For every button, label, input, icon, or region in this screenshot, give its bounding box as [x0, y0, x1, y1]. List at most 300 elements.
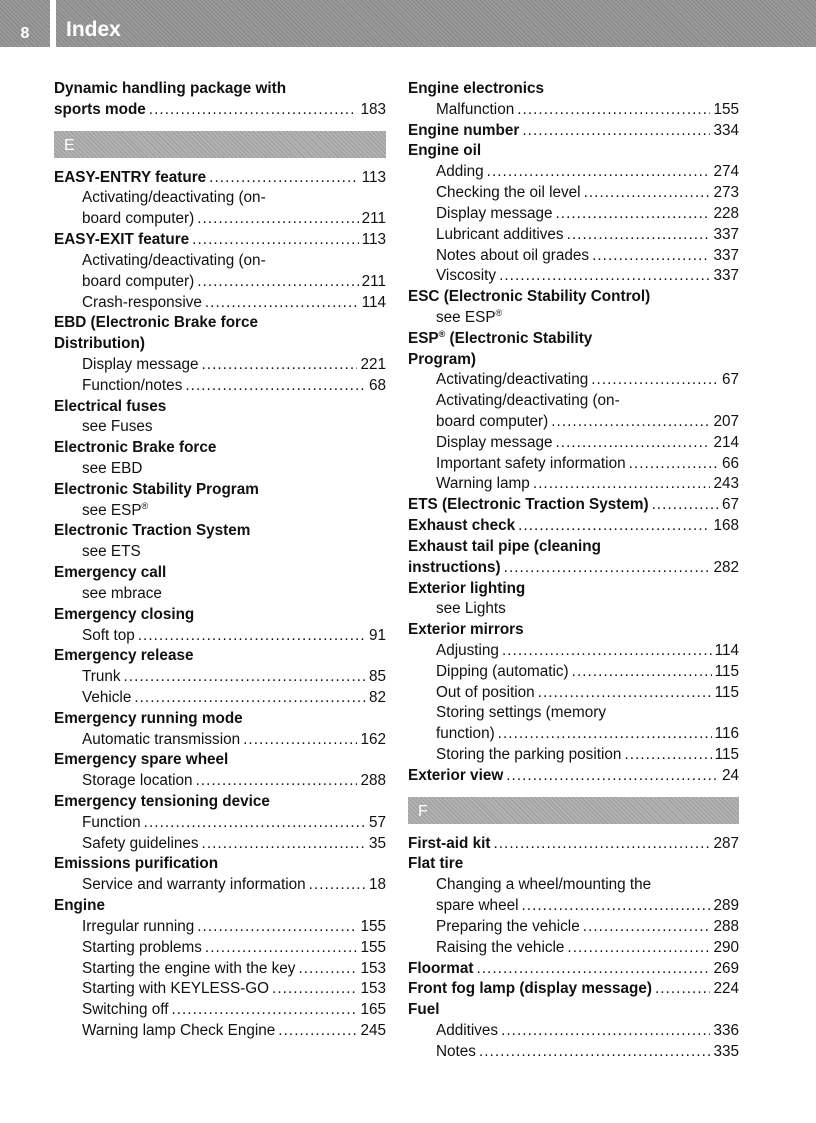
page-reference: 228 — [713, 204, 739, 222]
entry-text — [82, 293, 202, 314]
entry-text — [82, 376, 182, 397]
entry-text — [82, 252, 266, 269]
entry-label: see ETS — [82, 543, 141, 561]
index-subentry — [408, 1042, 739, 1063]
index-subentry — [408, 1021, 739, 1042]
page-reference: 214 — [713, 433, 739, 451]
leader-dots — [501, 1021, 710, 1042]
entry-text — [436, 246, 589, 267]
index-subentry — [54, 979, 386, 1000]
page-reference: 85 — [368, 668, 386, 686]
entry-text — [54, 439, 216, 456]
entry-label-continued: (Electronic Stability — [445, 329, 593, 347]
index-entry — [54, 79, 386, 100]
index-subentry — [54, 834, 386, 855]
entry-text — [436, 162, 484, 183]
page-title: Index — [66, 18, 121, 41]
entry-label: Preparing the vehicle — [436, 917, 580, 935]
page-reference: 282 — [713, 558, 739, 576]
index-subentry — [408, 454, 739, 475]
index-entry — [54, 397, 386, 418]
entry-text — [408, 538, 601, 555]
entry-text — [408, 288, 650, 305]
leader-dots — [202, 834, 366, 855]
entry-text — [436, 938, 564, 959]
entry-text — [436, 183, 581, 204]
entry-label: see Lights — [436, 600, 506, 618]
entry-label: Safety guidelines — [82, 834, 199, 852]
leader-dots — [624, 745, 711, 766]
page-reference: 82 — [368, 688, 386, 706]
entry-label: Storing the parking position — [436, 746, 622, 763]
index-entry — [408, 579, 739, 600]
page-reference: 68 — [368, 376, 386, 394]
index-subentry — [408, 204, 739, 225]
index-subentry — [408, 938, 739, 959]
index-subentry — [54, 730, 386, 751]
index-entry — [408, 537, 739, 558]
index-subentry — [408, 917, 739, 938]
index-subentry — [54, 459, 386, 480]
leader-dots — [278, 1021, 357, 1042]
page-header — [0, 0, 816, 47]
index-entry — [54, 563, 386, 584]
entry-text — [82, 460, 142, 477]
entry-label: see EBD — [82, 460, 143, 477]
index-subentry — [54, 917, 386, 938]
entry-label: Storing settings (memory — [436, 704, 607, 722]
entry-label: see ESP — [82, 501, 142, 519]
entry-text — [408, 766, 503, 787]
entry-text — [54, 481, 259, 498]
entry-label: Function — [82, 813, 141, 831]
index-subentry — [54, 1000, 386, 1021]
index-entry — [54, 896, 386, 917]
index-entry — [408, 959, 739, 980]
page-reference: 67 — [721, 371, 739, 389]
leader-dots — [555, 433, 710, 454]
entry-label: First-aid kit — [408, 834, 491, 852]
entry-text — [436, 724, 495, 745]
page-reference: 269 — [713, 959, 739, 977]
entry-text — [436, 600, 506, 617]
entry-label: Electronic Stability Program — [54, 480, 259, 498]
entry-text — [436, 683, 535, 704]
entry-text — [82, 938, 202, 959]
page-reference: 334 — [713, 121, 739, 139]
index-subentry — [408, 246, 739, 267]
index-subentry — [54, 542, 386, 563]
page-reference: 337 — [713, 225, 739, 243]
leader-dots — [504, 558, 711, 579]
leader-dots — [499, 266, 710, 287]
index-subentry — [54, 251, 386, 272]
entry-label: Dipping (automatic) — [436, 662, 569, 680]
index-subentry — [54, 667, 386, 688]
leader-dots — [309, 875, 366, 896]
leader-dots — [479, 1042, 711, 1063]
entry-text — [82, 418, 153, 435]
page-reference: 115 — [714, 746, 739, 763]
page-reference: 336 — [713, 1021, 739, 1039]
index-entry — [408, 516, 739, 537]
index-entry — [54, 480, 386, 501]
page-reference: 162 — [360, 730, 386, 748]
entry-label: Additives — [436, 1021, 499, 1039]
entry-text — [54, 314, 258, 331]
index-subentry — [408, 412, 739, 433]
entry-text — [54, 793, 270, 810]
entry-text — [54, 710, 243, 727]
entry-text — [408, 979, 652, 1000]
entry-label: Exterior mirrors — [408, 621, 524, 639]
leader-dots — [567, 938, 710, 959]
index-subentry — [54, 417, 386, 438]
page-reference: 224 — [713, 980, 739, 998]
index-entry — [408, 121, 739, 142]
page-reference: 91 — [368, 626, 386, 644]
leader-dots — [583, 917, 711, 938]
entry-text — [436, 309, 502, 326]
entry-label: see mbrace — [82, 584, 162, 602]
leader-dots — [209, 168, 358, 189]
entry-text — [54, 647, 193, 664]
entry-text — [54, 80, 286, 97]
index-entry — [408, 329, 739, 350]
entry-text — [54, 522, 250, 539]
index-subentry — [408, 745, 739, 766]
entry-text — [82, 917, 194, 938]
entry-text — [54, 897, 105, 914]
leader-dots — [192, 230, 358, 251]
entry-text — [82, 875, 306, 896]
page-reference: 168 — [713, 517, 739, 535]
page-reference: 114 — [714, 641, 739, 659]
entry-label: Service and warranty information — [82, 876, 306, 894]
index-subentry — [408, 896, 739, 917]
index-entry — [54, 521, 386, 542]
entry-text — [436, 1021, 498, 1042]
index-subentry — [408, 308, 739, 329]
registered-mark: ® — [495, 307, 503, 318]
entry-label: Display message — [82, 355, 199, 373]
entry-label: Notes — [436, 1042, 476, 1060]
entry-text — [436, 392, 620, 409]
entry-text — [82, 355, 198, 376]
entry-label: Storage location — [82, 772, 193, 790]
leader-dots — [476, 959, 710, 980]
page-reference: 287 — [713, 834, 739, 852]
entry-label: Activating/deactivating — [436, 371, 589, 389]
index-subentry — [54, 959, 386, 980]
page-reference: 288 — [360, 772, 386, 790]
entry-text — [82, 189, 266, 206]
entry-label: Warning lamp — [436, 475, 530, 493]
entry-text — [408, 121, 519, 142]
leader-dots — [134, 688, 366, 709]
leader-dots — [149, 100, 358, 121]
page-reference: 114 — [361, 293, 386, 311]
leader-dots — [171, 1000, 357, 1021]
leader-dots — [243, 730, 357, 751]
page-reference: 155 — [360, 917, 386, 935]
entry-label: Electrical fuses — [54, 397, 167, 415]
entry-label: Function/notes — [82, 376, 183, 394]
index-entry — [54, 313, 386, 334]
page-reference: 337 — [713, 267, 739, 285]
page-reference: 243 — [713, 475, 739, 493]
index-entry — [408, 1000, 739, 1021]
entry-label: Irregular running — [82, 917, 195, 935]
entry-label: Changing a wheel/mounting the — [436, 876, 652, 894]
index-subentry — [54, 501, 386, 522]
page-reference: 113 — [361, 168, 386, 186]
leader-dots — [196, 771, 358, 792]
leader-dots — [572, 662, 712, 683]
entry-text — [408, 142, 481, 159]
entry-label: Viscosity — [436, 267, 497, 285]
entry-label: Exterior lighting — [408, 579, 526, 597]
entry-text — [436, 704, 606, 721]
entry-text — [408, 351, 476, 368]
entry-text — [54, 230, 189, 251]
page-reference: 165 — [360, 1001, 386, 1019]
entry-label: Starting with KEYLESS-GO — [82, 980, 270, 998]
index-subentry — [408, 183, 739, 204]
entry-label: Adjusting — [436, 641, 499, 659]
entry-text — [82, 730, 240, 751]
entry-text — [436, 896, 518, 917]
index-entry — [54, 792, 386, 813]
page-reference: 207 — [713, 413, 739, 430]
entry-text — [436, 474, 530, 495]
entry-text — [54, 855, 218, 872]
index-entry — [54, 100, 386, 121]
entry-text — [436, 876, 651, 893]
index-entry — [408, 350, 739, 371]
index-entry — [54, 230, 386, 251]
entry-text — [54, 751, 228, 768]
entry-text — [82, 771, 193, 792]
page-reference: 337 — [713, 246, 739, 264]
page-reference: 67 — [721, 496, 739, 514]
leader-dots — [124, 667, 366, 688]
index-subentry — [54, 376, 386, 397]
entry-text — [82, 688, 131, 709]
section-letter-heading: E — [54, 131, 386, 158]
page-reference: 66 — [721, 454, 739, 472]
entry-text — [436, 433, 552, 454]
index-entry — [54, 646, 386, 667]
entry-label: Flat tire — [408, 855, 464, 873]
entry-text — [82, 585, 162, 602]
entry-text — [436, 662, 569, 683]
entry-label: Distribution) — [54, 335, 145, 353]
index-subentry — [54, 771, 386, 792]
leader-dots — [551, 412, 710, 433]
leader-dots — [506, 766, 719, 787]
entry-label: Notes about oil grades — [436, 246, 590, 264]
leader-dots — [197, 272, 358, 293]
index-subentry — [408, 683, 739, 704]
entry-label: Lubricant additives — [436, 225, 564, 243]
entry-text — [82, 1000, 168, 1021]
entry-label: ETS (Electronic Traction System) — [408, 496, 649, 514]
index-subentry — [408, 875, 739, 896]
index-entry — [408, 620, 739, 641]
entry-label: Emergency spare wheel — [54, 751, 229, 769]
entry-label: ESP — [408, 329, 439, 347]
leader-dots — [205, 938, 358, 959]
index-subentry — [54, 272, 386, 293]
leader-dots — [652, 495, 719, 516]
leader-dots — [272, 979, 357, 1000]
leader-dots — [197, 917, 357, 938]
index-entry — [54, 750, 386, 771]
index-subentry — [54, 355, 386, 376]
leader-dots — [533, 474, 711, 495]
entry-text — [408, 834, 490, 855]
entry-label: Emergency tensioning device — [54, 793, 270, 810]
leader-dots — [592, 246, 710, 267]
leader-dots — [567, 225, 711, 246]
page-reference: 115 — [714, 662, 739, 680]
index-entry — [54, 854, 386, 875]
entry-text — [82, 626, 135, 647]
entry-text — [54, 564, 166, 581]
entry-label: Emissions purification — [54, 855, 219, 873]
index-subentry — [408, 641, 739, 662]
entry-text — [408, 330, 592, 347]
entry-label: function) — [436, 725, 495, 743]
leader-dots — [518, 516, 710, 537]
entry-label: Adding — [436, 163, 484, 181]
index-subentry — [408, 599, 739, 620]
entry-text — [82, 813, 141, 834]
entry-label: Activating/deactivating (on- — [82, 251, 266, 269]
leader-dots — [502, 641, 712, 662]
index-subentry — [408, 266, 739, 287]
page-reference: 18 — [368, 876, 386, 894]
index-subentry — [408, 225, 739, 246]
page-reference: 273 — [713, 184, 739, 202]
index-subentry — [408, 724, 739, 745]
leader-dots — [298, 959, 357, 980]
entry-text — [408, 621, 524, 638]
leader-dots — [205, 293, 359, 314]
entry-label: Display message — [436, 204, 553, 222]
index-entry — [54, 709, 386, 730]
index-entry — [408, 79, 739, 100]
entry-text — [82, 959, 295, 980]
index-entry — [54, 605, 386, 626]
index-subentry — [408, 662, 739, 683]
entry-text — [408, 558, 501, 579]
page-reference: 35 — [368, 834, 386, 852]
page-reference: 221 — [360, 355, 386, 373]
entry-label: board computer) — [436, 413, 549, 430]
page-reference: 153 — [360, 959, 386, 977]
index-subentry — [54, 875, 386, 896]
entry-label: Raising the vehicle — [436, 938, 565, 956]
entry-label: Engine electronics — [408, 80, 545, 97]
page-reference: 155 — [713, 100, 739, 118]
index-entry — [408, 287, 739, 308]
index-entry — [408, 979, 739, 1000]
page-reference: 335 — [713, 1042, 739, 1060]
entry-label: Starting the engine with the key — [82, 959, 296, 977]
entry-label: Activating/deactivating (on- — [82, 189, 266, 207]
entry-label: see Fuses — [82, 418, 153, 436]
entry-label: Emergency release — [54, 647, 194, 665]
entry-label: Electronic Traction System — [54, 522, 251, 540]
index-subentry — [408, 703, 739, 724]
index-subentry — [54, 626, 386, 647]
entry-text — [436, 1042, 476, 1063]
entry-label: Engine — [54, 897, 105, 915]
entry-label: Engine oil — [408, 142, 482, 160]
leader-dots — [487, 162, 711, 183]
entry-label: Engine number — [408, 121, 520, 139]
index-subentry — [54, 938, 386, 959]
leader-dots — [493, 834, 710, 855]
entry-text — [54, 335, 145, 352]
index-column-left — [54, 79, 386, 1042]
entry-text — [82, 667, 121, 688]
entry-text — [408, 80, 544, 97]
leader-dots — [555, 204, 710, 225]
entry-label: Front fog lamp (display message) — [408, 980, 652, 998]
entry-label: Checking the oil level — [436, 184, 581, 202]
entry-label: EBD (Electronic Brake force — [54, 314, 259, 332]
entry-text — [436, 745, 621, 766]
entry-label: instructions) — [408, 558, 501, 576]
entry-label: Crash-responsive — [82, 293, 202, 311]
entry-label: EASY-EXIT feature — [54, 231, 190, 249]
header-divider — [50, 0, 56, 47]
page-reference: 57 — [368, 813, 386, 831]
entry-label: Emergency call — [54, 564, 167, 582]
entry-text — [436, 204, 552, 225]
index-entry — [408, 854, 739, 875]
index-column-right — [408, 79, 739, 1063]
entry-label: ESC (Electronic Stability Control) — [408, 288, 651, 306]
entry-label: Soft top — [82, 626, 135, 644]
entry-text — [408, 855, 463, 872]
entry-label: Malfunction — [436, 100, 515, 118]
leader-dots — [655, 979, 711, 1000]
entry-text — [54, 606, 194, 623]
page-reference: 289 — [713, 897, 739, 915]
index-entry — [408, 834, 739, 855]
entry-text — [436, 641, 499, 662]
index-subentry — [54, 188, 386, 209]
page-reference: 113 — [361, 231, 386, 249]
entry-text — [436, 412, 548, 433]
page-reference: 183 — [360, 100, 386, 118]
index-entry — [408, 495, 739, 516]
entry-label: Starting problems — [82, 938, 202, 956]
page-reference: 211 — [361, 210, 386, 228]
leader-dots — [138, 626, 366, 647]
leader-dots — [521, 896, 710, 917]
entry-text — [82, 543, 141, 560]
entry-text — [436, 917, 580, 938]
entry-label: board computer) — [82, 210, 195, 228]
entry-text — [54, 168, 206, 189]
entry-text — [436, 266, 496, 287]
page-reference: 288 — [713, 917, 739, 935]
